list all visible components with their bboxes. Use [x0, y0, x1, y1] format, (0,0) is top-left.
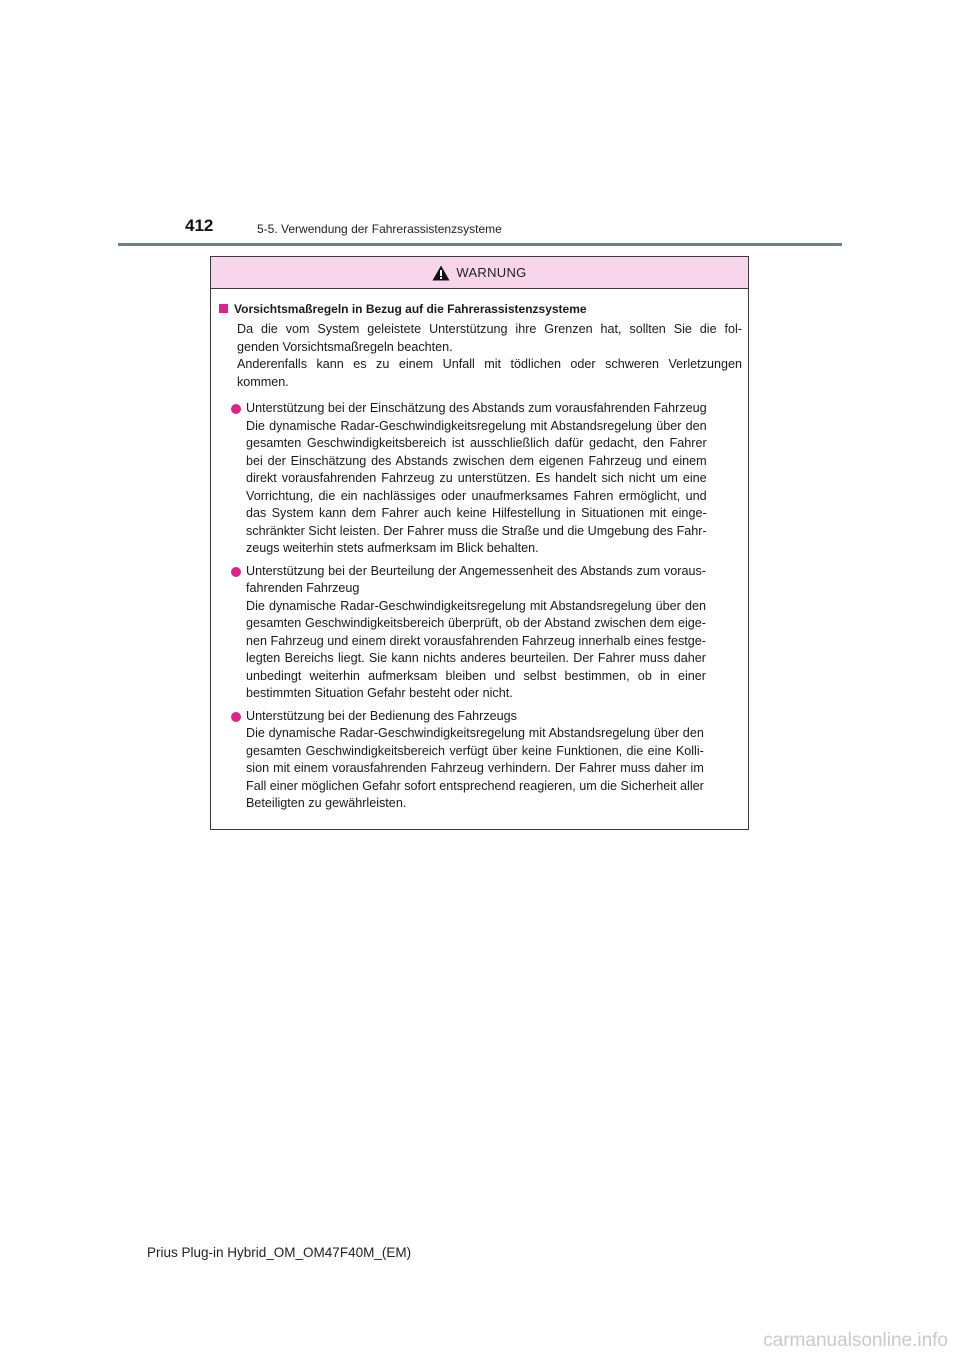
intro-line: genden Vorsichtsmaßregeln beachten.: [237, 339, 453, 354]
bullet-line: bestimmten Situation Gefahr besteht oder nicht.: [246, 686, 513, 700]
bullet-line: fahrenden Fahrzeug: [246, 581, 360, 595]
bullet-item: [218, 708, 742, 813]
bullet-line: Die dynamische Radar-Geschwindigkeitsregelung mit Abstandsregelung über den: [246, 726, 704, 740]
section-title: 5-5. Verwendung der Fahrerassistenzsysteme: [257, 222, 502, 236]
bullet-line: gesamten Geschwindigkeitsbereich verfügt über keine Funktionen, die eine Kolli-: [246, 743, 704, 758]
bullet-text: [246, 400, 707, 558]
bullet-line: Die dynamische Radar-Geschwindigkeitsregelung mit Abstandsregelung über den: [246, 598, 706, 613]
warning-topic-title: Vorsichtsmaßregeln in Bezug auf die Fahrerassistenzsysteme: [234, 302, 587, 316]
bullet-line: Fall einer möglichen Gefahr sofort entsprechend reagieren, um die Sicherheit aller: [246, 778, 704, 793]
intro-paragraph: [237, 321, 742, 391]
intro-line: Da die vom System geleistete Unterstützung ihre Grenzen hat, sollten Sie die fol-: [237, 322, 742, 336]
bullet-line: gesamten Geschwindigkeitsbereich überprüft, ob der Abstand zwischen dem eige-: [246, 616, 706, 630]
bullet-line: Die dynamische Radar-Geschwindigkeitsregelung mit Abstandsregelung über den: [246, 418, 707, 433]
bullet-line: sion mit einem vorausfahrenden Fahrzeug verhindern. Der Fahrer muss daher im: [246, 761, 704, 775]
bullet-item: [218, 400, 742, 558]
page-number: 412: [185, 216, 214, 235]
intro-line: kommen.: [237, 374, 289, 389]
bullet-line: Unterstützung bei der Einschätzung des Abstands zum vorausfahrenden Fahrzeug: [246, 401, 707, 415]
bullet-line: Beteiligten zu gewährleisten.: [246, 796, 407, 810]
bullet-line: zeugs weiterhin stets aufmerksam im Blick behalten.: [246, 541, 539, 555]
bullet-line: bei der Einschätzung des Abstands zwischen dem eigenen Fahrzeug und einem: [246, 453, 707, 468]
bullet-line: das System kann dem Fahrer auch keine Hilfestellung in Situationen mit einge-: [246, 506, 707, 520]
warning-triangle-icon: [432, 265, 450, 281]
bullet-list: [218, 400, 742, 813]
circle-bullet-icon: [231, 567, 241, 577]
square-bullet-icon: [219, 304, 228, 313]
warning-header: [211, 257, 748, 289]
bullet-line: Vorrichtung, die ein nachlässiges oder unaufmerksames Fahren ermöglicht, und: [246, 488, 707, 503]
watermark: carmanualsonline.info: [763, 1330, 948, 1351]
footer-document-id: Prius Plug-in Hybrid_OM_OM47F40M_(EM): [147, 1245, 412, 1260]
warning-box: [210, 256, 749, 830]
bullet-line: gesamten Geschwindigkeitsbereich ist ausschließlich dafür gedacht, den Fahrer: [246, 436, 707, 450]
warning-title: WARNUNG: [456, 265, 527, 280]
circle-bullet-icon: [231, 712, 241, 722]
warning-topic: [218, 301, 742, 317]
bullet-line: schränkter Sicht leisten. Der Fahrer muss die Straße und die Umgebung des Fahr-: [246, 523, 707, 538]
bullet-item: [218, 563, 742, 703]
bullet-line: Unterstützung bei der Bedienung des Fahrzeugs: [246, 708, 517, 723]
circle-bullet-icon: [231, 404, 241, 414]
warning-body: [211, 289, 748, 813]
bullet-line: unbedingt weiterhin aufmerksam bleiben und selbst bestimmen, ob in einer: [246, 668, 706, 683]
bullet-text: [246, 708, 704, 813]
bullet-line: nen Fahrzeug und einem direkt vorausfahrenden Fahrzeug innerhalb eines festge-: [246, 633, 706, 648]
bullet-line: direkt vorausfahrenden Fahrzeug zu unterstützen. Es handelt sich nicht um eine: [246, 471, 707, 485]
intro-line: Anderenfalls kann es zu einem Unfall mit tödlichen oder schweren Verletzungen: [237, 357, 742, 371]
bullet-text: [246, 563, 706, 703]
bullet-line: legten Bereichs liegt. Sie kann nichts anderes beurteilen. Der Fahrer muss daher: [246, 651, 706, 665]
header-rule: [118, 243, 842, 246]
bullet-line: Unterstützung bei der Beurteilung der Angemessenheit des Abstands zum voraus-: [246, 563, 706, 578]
